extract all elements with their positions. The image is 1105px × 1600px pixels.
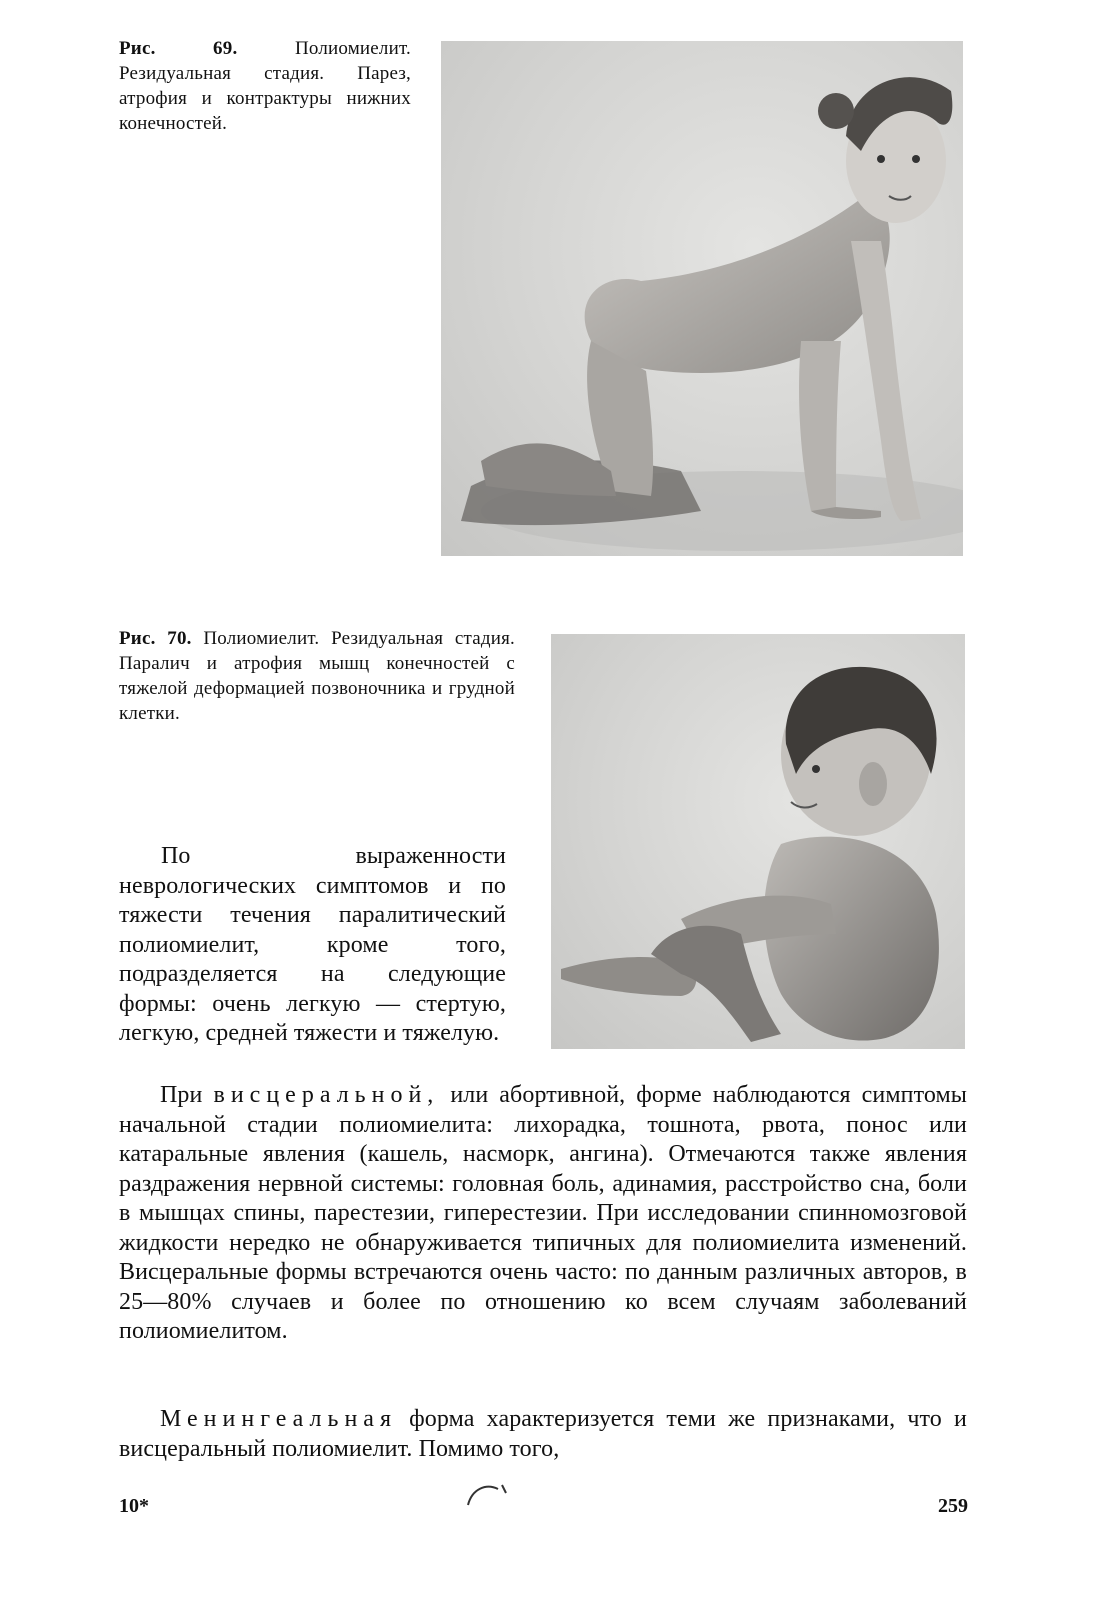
stray-pen-mark <box>462 1483 512 1507</box>
seated-toddler-illustration <box>551 634 965 1049</box>
paragraph-visceral-form <box>119 1081 967 1347</box>
figure-69-caption-text: Полиомиелит. Резидуальная стадия. Парез, атрофия и контрактуры нижних конечностей. <box>119 38 412 134</box>
child-on-hands-and-knees-illustration <box>441 41 963 556</box>
visceral-term: висцеральной, <box>213 1082 440 1108</box>
visceral-text: или абортивной, форме наблюдаются симптомы начальной стадии полиомиелита: лихорадка, тошнота, рвота, понос или катаральные явления (кашель, насморк, ангина). Отмечаются также явления раздражения нервной системы: головная боль, адинамия, расстройство сна, боли в мышцах спины, парестезии, гиперестезии. При исследовании спинномозговой жидкости нередко не обнаруживается типичных для полиомиелита изменений. Висцеральные формы встречаются очень часто: по данным различных авторов, в 25—80% случаев и более по отношению ко всем случаям заболеваний полиомиелитом. <box>119 1082 968 1344</box>
figure-69-label: Рис. 69. <box>119 38 238 59</box>
meningeal-term: Менингеальная <box>160 1406 397 1432</box>
figure-69-caption <box>119 36 411 136</box>
figure-70-caption-text: Полиомиелит. Резидуальная стадия. Паралич и атрофия мышц конечностей с тяжелой деформацией позвоночника и грудной клетки. <box>119 628 515 724</box>
figure-70-label: Рис. 70. <box>119 628 192 649</box>
paragraph-forms: По выраженности неврологических симптомов и по тяжести течения паралитический полиомиелит, кроме того, подразделяется на следующие формы: очень легкую — стертую, легкую, средней тяжести и тяжелую. <box>119 843 506 1046</box>
signature-mark: 10* <box>119 1495 149 1517</box>
paragraph-meningeal-form <box>119 1405 967 1464</box>
meningeal-text: форма характеризуется теми же признаками, что и висцеральный полиомиелит. Помимо того, <box>119 1406 967 1462</box>
visceral-lead-word: При <box>160 1082 203 1108</box>
figure-70-photo <box>551 634 965 1049</box>
page-number: 259 <box>938 1495 968 1517</box>
figure-69-photo <box>441 41 963 556</box>
figure-70-caption <box>119 626 515 726</box>
